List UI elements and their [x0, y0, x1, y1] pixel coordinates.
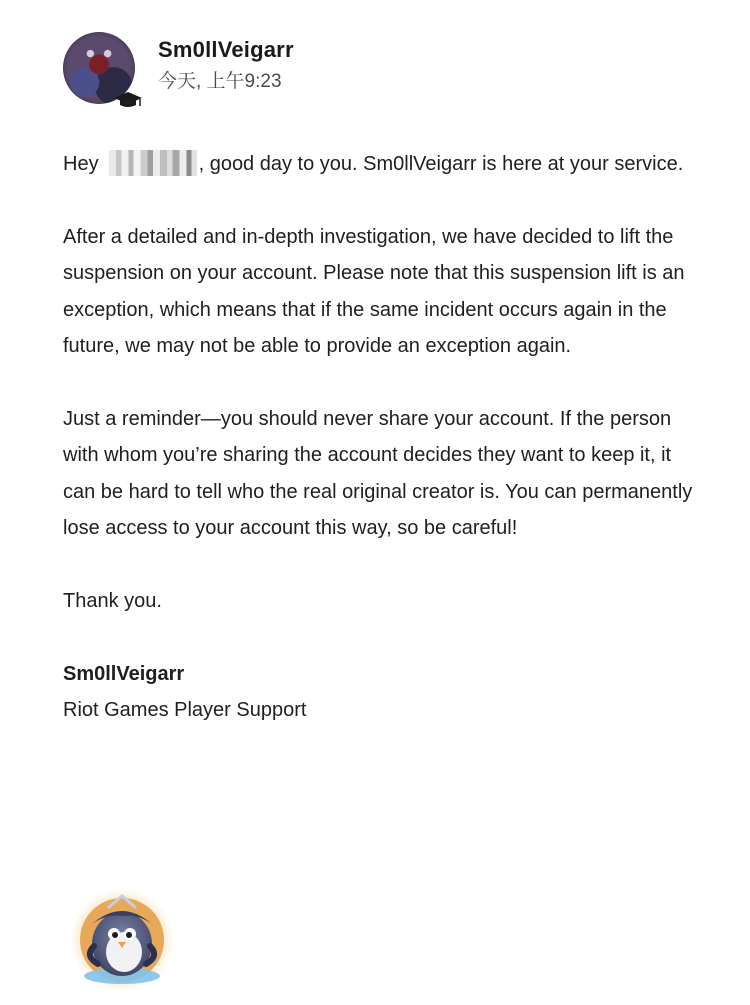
thanks-paragraph: Thank you. — [63, 589, 162, 612]
signature — [63, 656, 703, 729]
penguin-emblem-icon — [68, 884, 176, 992]
greeting-paragraph — [63, 146, 703, 182]
message-header — [63, 32, 703, 112]
greeting-prefix: Hey — [63, 153, 99, 175]
redacted-username — [109, 150, 197, 176]
signature-team: Riot Games Player Support — [63, 699, 307, 722]
greeting-suffix: , good day to you. Sm0llVeigarr is here at your service. — [198, 153, 684, 175]
investigation-paragraph: After a detailed and in-depth investigation, we have decided to lift the suspension on your account. Please note that this suspension lift is an exception, which means that if the same incident occurs again in the future, we may not be able to provide an exception again. — [63, 225, 685, 358]
graduation-cap-icon — [113, 90, 143, 110]
sender-avatar[interactable] — [63, 32, 143, 112]
message-body — [63, 146, 703, 728]
signature-name: Sm0llVeigarr — [63, 662, 185, 685]
reminder-paragraph: Just a reminder—you should never share your account. If the person with whom you’re sharing the account decides they want to keep it, it can be hard to tell who the real original creator is. You can permanently lose access to your account this way, so be careful! — [63, 407, 693, 540]
message-timestamp: 今天, 上午9:23 — [158, 71, 282, 92]
sender-name[interactable]: Sm0llVeigarr — [158, 37, 294, 62]
